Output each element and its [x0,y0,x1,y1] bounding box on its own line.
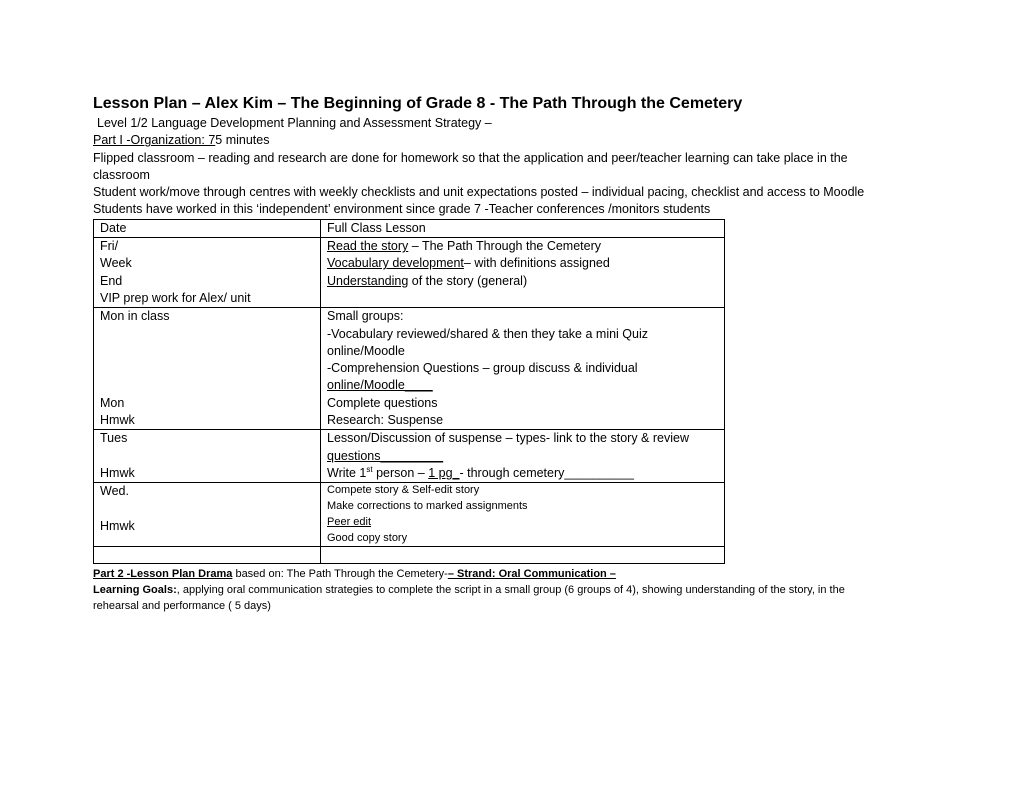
header-lesson: Full Class Lesson [321,219,725,237]
lesson-text: Write 1 [327,465,367,480]
superscript: st [366,464,373,474]
lesson-line: -Comprehension Questions – group discuss & individual [327,361,638,376]
part1-heading [93,132,933,149]
date-line: Tues [100,431,128,446]
lesson-line [327,273,724,290]
lesson-line: online/Moodle____ [327,378,433,393]
date-cell [94,483,321,547]
learning-goals-text: , applying oral communication strategies to complete the script in a small group (6 groups of 4), showing understanding of the story, in the [176,584,845,597]
lesson-line: -Vocabulary reviewed/shared & then they take a mini Quiz [327,326,649,341]
table-row [94,483,725,547]
table-row [94,238,725,308]
learning-goals [93,582,933,598]
learning-goals-label: Learning Goals: [93,584,177,597]
part1-duration: 5 minutes [215,133,270,148]
lesson-cell [321,430,725,483]
date-line: Week [100,256,132,271]
part2-based: based on: The Path Through the Cemetery- [232,568,448,581]
date-line: Wed. [100,484,129,499]
date-cell [94,238,321,308]
lesson-line: Make corrections to marked assignments [327,500,528,513]
lesson-line: Research: Suspense [327,413,444,428]
table-row [94,308,725,430]
learning-goals-line2: rehearsal and performance ( 5 days) [93,600,271,613]
date-line: Fri/ [100,239,119,254]
lesson-underlined: Understanding [327,273,409,288]
lesson-line: questions_________ [327,448,444,463]
table-header-row [94,219,725,237]
lesson-cell [321,483,725,547]
lesson-line [327,238,724,255]
date-line: Hmwk [100,465,135,480]
part1-label: Part I -Organization: 7 [93,133,216,148]
page-title: Lesson Plan – Alex Kim – The Beginning of Grade 8 - The Path Through the Cemetery [93,95,743,112]
part2-strand: – Strand: Oral Communication – [447,568,616,581]
part2-label: Part 2 -Lesson Plan Drama [93,568,233,581]
part2-heading [93,566,933,582]
lesson-line: Peer edit [327,515,372,528]
table-row [94,430,725,483]
lesson-text: person – [372,465,429,480]
lesson-text: – with definitions assigned [463,256,610,271]
date-line: Hmwk [100,518,135,533]
lesson-line: Good copy story [327,531,408,544]
document-page [93,93,933,614]
lesson-text: – The Path Through the Cemetery [408,239,602,254]
date-line: Hmwk [100,413,135,428]
lesson-underlined: 1 pg_ [428,465,460,480]
lesson-line: Complete questions [327,395,438,410]
date-line: Mon [100,395,125,410]
table-row-empty [94,547,725,564]
date-cell [94,430,321,483]
students-environment-line: Students have worked in this ‘independent’ environment since grade 7 -Teacher conferences /monitors students [93,202,711,217]
flipped-line-2: classroom [93,167,150,182]
flipped-line-1: Flipped classroom – reading and research are done for homework so that the application and peer/teacher learning can take place in the [93,150,848,165]
empty-cell [94,547,321,564]
lesson-cell [321,238,725,308]
date-line: End [100,273,123,288]
lesson-line: Compete story & Self-edit story [327,484,480,497]
header-date: Date [94,219,321,237]
subtitle: Level 1/2 Language Development Planning and Assessment Strategy – [97,116,492,130]
student-work-line: Student work/move through centres with weekly checklists and unit expectations posted – individual pacing, checklist and access to Moodle [93,185,865,200]
lesson-text: - through cemetery__________ [459,465,634,480]
lesson-underlined: Read the story [327,239,409,254]
date-cell [94,308,321,430]
date-line: Mon in class [100,309,170,324]
lesson-line: Lesson/Discussion of suspense – types- link to the story & review [327,431,689,446]
date-line: VIP prep work for Alex/ unit [100,290,251,305]
lesson-table [93,219,725,565]
lesson-text: of the story (general) [408,273,528,288]
lesson-line [327,255,724,272]
empty-cell [321,547,725,564]
lesson-line: online/Moodle [327,343,405,358]
lesson-line: Small groups: [327,309,404,324]
lesson-line [327,465,724,482]
lesson-cell [321,308,725,430]
lesson-underlined: Vocabulary development [327,256,464,271]
